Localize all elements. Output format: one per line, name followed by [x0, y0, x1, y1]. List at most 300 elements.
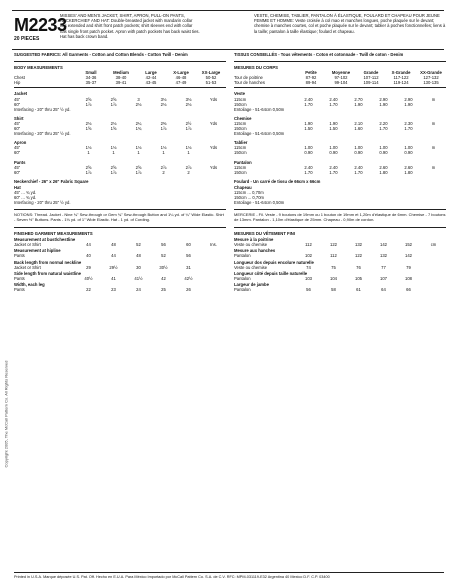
- cell: 1.70: [329, 101, 338, 107]
- cell: 107-112: [363, 75, 379, 81]
- cell: 1: [162, 150, 165, 156]
- cell: 1.70: [304, 169, 313, 175]
- size-label: Moyenne: [331, 70, 351, 76]
- cell: 1.80: [379, 169, 388, 175]
- cell: 2.40: [354, 164, 363, 170]
- size-label: XX-Large: [201, 70, 221, 76]
- cell: 44: [86, 242, 91, 248]
- row-label: Tour de poitrine: [234, 75, 263, 81]
- cell: 2.40: [329, 164, 338, 170]
- cell: 108: [405, 275, 412, 281]
- cell: [201, 170, 226, 175]
- cell: 41½: [134, 275, 143, 281]
- notions: MERCERIE - Fil. Veste - 9 boutons de 19mm ou 1 bouton de 19mm et 1,20m d'élastique de 6mm. Chemise - 7 boutons de 13mm. Pantalon - 1,10m d'élastique de 25mm. Chapeau - 0,90m de cordon.: [234, 212, 446, 223]
- cell: 1.00: [404, 145, 413, 151]
- cell: 1.90: [329, 120, 338, 126]
- cell: 99-104: [334, 80, 348, 86]
- description-english: MISSES' AND MEN'S JACKET, SHIRT, APRON, PULL-ON PANTS, NECKERCHIEF AND HAT: Double-breasted jacket with mandarin collar has extended and shirt front patch pockets; shirt sleeves end with collar has single front patch pocket. Apron with patch pockets has back waist ties. Hat has back crown band.: [60, 13, 200, 39]
- cell: 52: [136, 242, 141, 248]
- cell: 1⅞: [160, 126, 167, 132]
- cell: 41: [111, 275, 116, 281]
- cell: [421, 102, 446, 107]
- cell: 2⅛: [110, 120, 117, 126]
- cell: 56: [186, 253, 191, 259]
- row-label: 115cm: [234, 96, 247, 102]
- row-label: Jacket or Shirt: [14, 242, 41, 248]
- divider: [14, 209, 226, 210]
- cell: 64: [381, 287, 386, 292]
- cell: 50-52: [205, 75, 217, 81]
- body-title: MESURES DU CORPS: [234, 65, 278, 71]
- neckerchief-line: Neckerchief - 26" x 26" Fabric Square: [14, 178, 89, 184]
- cell: 1.50: [304, 126, 313, 132]
- cell: 2¼: [135, 120, 142, 126]
- cell: [421, 150, 446, 155]
- cell: 40½: [84, 275, 93, 281]
- cell: 2.10: [354, 120, 363, 126]
- cell: 104: [330, 275, 337, 281]
- fabric-section: [14, 91, 226, 111]
- cell: 2⅛: [135, 101, 142, 107]
- cell: 2⅝: [135, 164, 142, 170]
- row-label: Tour de hanches: [234, 80, 265, 86]
- cell: Yds: [209, 120, 218, 126]
- cell: 52: [161, 253, 166, 259]
- cell: 56: [306, 287, 311, 292]
- cell: m: [431, 120, 436, 126]
- row-label: 60": [14, 101, 21, 107]
- finished-subhead: Mesure aux hanches: [234, 248, 276, 254]
- divider: [14, 87, 226, 88]
- cell: [201, 150, 226, 155]
- cell: 112: [305, 242, 312, 248]
- cell: 122: [330, 242, 337, 248]
- row-label: 150cm: [234, 169, 247, 175]
- cell: Ins.: [210, 242, 217, 248]
- description-french: VESTE, CHEMISE, TABLIER, PANTALON À ÉLASTIQUE, FOULARD ET CHAPEAU POUR JEUNE FEMME ET HOMME: Veste croisée à col mao et manches longues, poche plaquée sur le devant; chemise à manches courtes, col et poche plaquée sur le devant; tablier à poches fonctionnelles; liens à la taille; pantalon à taille élastique; foulard et chapeau.: [254, 13, 446, 34]
- row-label: 60": [14, 169, 21, 175]
- cell: 1⅛: [135, 145, 142, 151]
- cell: 89-94: [305, 80, 317, 86]
- table-row: [14, 287, 226, 292]
- cell: 1.00: [354, 145, 363, 151]
- row-label: 45": [14, 120, 21, 126]
- fabric-section: [14, 116, 226, 136]
- cell: 1.80: [404, 169, 413, 175]
- cell: 2.60: [379, 164, 388, 170]
- notions: NOTIONS: Thread. Jacket - Nine ¾" Sew-through or Gem ¾" Sew-through Button and 1¼ yd. of ¼" Wide Elastic. Shirt - Seven ½" Buttons. Pants - 1⅛ yd. of 1" Wide Elastic. Hat - 1 yd. of Cording.: [14, 212, 224, 223]
- english-column: [14, 52, 226, 292]
- cell: 1⅞: [85, 169, 92, 175]
- cell: 142: [405, 253, 412, 259]
- table-row: [234, 102, 446, 107]
- cell: 2: [187, 169, 190, 175]
- finished-subhead: Largeur de jambe: [234, 281, 269, 287]
- cell: 74: [306, 264, 311, 270]
- cell: 66: [406, 287, 411, 292]
- divider: [14, 61, 226, 62]
- cell: m: [431, 96, 436, 102]
- cell: 48: [136, 253, 141, 259]
- table-row: [14, 253, 226, 258]
- cell: m: [431, 145, 436, 151]
- cell: 117-122: [393, 75, 409, 81]
- cell: 39-41: [115, 80, 127, 86]
- cell: 1.50: [329, 126, 338, 132]
- table-row: [234, 287, 446, 292]
- row-label: 115cm: [234, 120, 247, 126]
- table-row: [14, 265, 226, 270]
- cell: 1.90: [404, 101, 413, 107]
- cell: [421, 287, 446, 292]
- cell: 76: [356, 264, 361, 270]
- cell: [201, 253, 226, 258]
- cell: 103: [305, 275, 312, 281]
- cell: 2⅛: [85, 120, 92, 126]
- cell: 2.70: [354, 96, 363, 102]
- row-label: 115cm: [234, 164, 247, 170]
- row-label: 45": [14, 164, 21, 170]
- row-label: Pantalon: [234, 275, 251, 281]
- cell: 34-36: [85, 75, 97, 81]
- cell: 1⅞: [135, 169, 142, 175]
- cell: 29½: [109, 264, 118, 270]
- cell: 1.70: [379, 126, 388, 132]
- cell: 77: [381, 264, 386, 270]
- fabric-section: [234, 160, 446, 175]
- cell: 1.70: [354, 169, 363, 175]
- size-label: Large: [145, 70, 157, 76]
- cell: 1¾: [135, 126, 142, 132]
- cell: 2.30: [404, 120, 413, 126]
- cell: 1⅛: [85, 145, 92, 151]
- header: [12, 10, 444, 50]
- cell: 3⅛: [160, 96, 167, 102]
- cell: [201, 126, 226, 131]
- row-label: Hip: [14, 80, 21, 86]
- cell: 2.60: [404, 164, 413, 170]
- row-label: 150cm: [234, 101, 247, 107]
- cell: cm: [430, 242, 437, 248]
- cell: [421, 265, 446, 270]
- french-column: [234, 52, 446, 292]
- cell: 97-102: [334, 75, 348, 81]
- table-row: [14, 276, 226, 281]
- cell: 1.70: [304, 101, 313, 107]
- cell: 2.90: [404, 96, 413, 102]
- cell: 1.70: [404, 126, 413, 132]
- section-title: Chemise: [234, 115, 252, 121]
- table-row: [234, 242, 446, 247]
- copyright-side: [1, 120, 11, 580]
- section-title: Veste: [234, 91, 245, 97]
- copyright-text: Copyright 2005, The McCall Pattern Co. All Rights Reserved: [3, 360, 9, 468]
- cell: 1⅛: [160, 145, 167, 151]
- hat-note: Entoilage - 51-64cm 0,50m: [234, 200, 285, 206]
- finished-subhead: Side length from natural waistline: [14, 270, 82, 276]
- table-row: [234, 170, 446, 175]
- cell: 127-132: [423, 75, 439, 81]
- table-row: [234, 265, 446, 270]
- table-row: [14, 80, 226, 85]
- row-label: 45": [14, 96, 21, 102]
- table-row: [14, 150, 226, 155]
- cell: 38-40: [115, 75, 127, 81]
- cell: 1⅝: [110, 126, 117, 132]
- cell: 2.90: [379, 96, 388, 102]
- cell: 40: [86, 253, 91, 259]
- fabric-section: [234, 116, 446, 136]
- row-label: 60": [14, 150, 21, 156]
- cell: [201, 276, 226, 281]
- cell: 109-114: [363, 80, 379, 86]
- row-label: Pants: [14, 287, 25, 292]
- hat-row: 115cm ... 0,70m: [234, 189, 264, 195]
- size-label: Petite: [305, 70, 317, 76]
- hat-title: Hat: [14, 184, 21, 190]
- cell: 2: [162, 169, 165, 175]
- cell: 2⅝: [110, 164, 117, 170]
- cell: 2⅝: [85, 164, 92, 170]
- size-label: XX-Grande: [420, 70, 442, 76]
- row-label: Pants: [14, 253, 25, 259]
- cell: 107: [380, 275, 387, 281]
- row-label: Jacket or Shirt: [14, 264, 41, 270]
- row-label: Veste ou chemise: [234, 264, 268, 270]
- pattern-number: M2233: [14, 15, 67, 35]
- cell: 1: [112, 150, 115, 156]
- cell: Yds: [209, 96, 218, 102]
- cell: 1.90: [379, 101, 388, 107]
- hat-row: 45" ... ¾ yd.: [14, 189, 37, 195]
- cell: 1: [187, 150, 190, 156]
- cell: [201, 102, 226, 107]
- cell: 2⅞: [160, 164, 167, 170]
- cell: 2⅝: [85, 96, 92, 102]
- row-label: Pantalon: [234, 253, 251, 259]
- cell: 29: [86, 264, 91, 270]
- cell: 47-49: [175, 80, 187, 86]
- cell: 130-135: [423, 80, 439, 86]
- cell: 23: [111, 287, 116, 292]
- row-label: 60": [14, 126, 21, 132]
- size-label: Small: [85, 70, 97, 76]
- cell: 26: [186, 287, 191, 292]
- fabric-section: [234, 140, 446, 155]
- cell: 60: [186, 242, 191, 248]
- section-title: Jacket: [14, 91, 28, 97]
- cell: 42: [161, 275, 166, 281]
- section-note: Entoilage - 51-64cm 0,50m: [234, 131, 285, 137]
- cell: 2⅛: [185, 101, 192, 107]
- cell: Yds: [209, 164, 218, 170]
- cell: 122: [355, 253, 362, 259]
- cell: 2½: [185, 120, 192, 126]
- cell: 75: [331, 264, 336, 270]
- section-note: Interfacing - 20" thru 25" ½ yd.: [14, 131, 71, 137]
- section-note: Interfacing - 20" thru 25" ½ yd.: [14, 106, 71, 112]
- cell: 2⅞: [185, 164, 192, 170]
- cell: 1⅛: [110, 145, 117, 151]
- cell: 119-124: [393, 80, 409, 86]
- finished-subhead: Measurement at hipline: [14, 248, 61, 254]
- cell: 30: [136, 264, 141, 270]
- cell: 2.40: [304, 164, 313, 170]
- cell: 1.70: [329, 169, 338, 175]
- divider: [14, 227, 226, 228]
- cell: 2⅝: [110, 96, 117, 102]
- cell: 79: [406, 264, 411, 270]
- divider: [234, 209, 446, 210]
- cell: 48: [111, 242, 116, 248]
- cell: 1⅝: [85, 126, 92, 132]
- fabrics-title: TISSUS CONSEILLÉS - Tous vêtements - Coton et cotonnade - Twill de coton - Denim: [234, 52, 404, 57]
- section-title: Apron: [14, 140, 27, 146]
- cell: [201, 287, 226, 292]
- cell: 30½: [159, 264, 168, 270]
- section-title: Shirt: [14, 115, 24, 121]
- cell: 132: [355, 242, 362, 248]
- finished-title: MESURES DU VÊTEMENT FINI: [234, 231, 295, 237]
- cell: 35-37: [85, 80, 97, 86]
- finished-subhead: Width, each leg: [14, 281, 45, 287]
- neckerchief-line: Foulard - Un carré de tissu de 66cm x 66cm: [234, 178, 321, 184]
- divider: [234, 87, 446, 88]
- row-label: Pantalon: [234, 287, 251, 292]
- cell: Yds: [209, 145, 218, 151]
- finished-subhead: Mesure à la poitrine: [234, 237, 274, 243]
- fabric-section: [234, 91, 446, 111]
- size-label: X-Grande: [391, 70, 411, 76]
- cell: [421, 276, 446, 281]
- cell: 22: [86, 287, 91, 292]
- section-note: Entoilage - 51-64cm 0,50m: [234, 106, 285, 112]
- cell: 1.90: [304, 120, 313, 126]
- cell: 1.60: [354, 126, 363, 132]
- hat-note: Interfacing - 20" thru 25" ½ yd.: [14, 200, 71, 206]
- row-label: 115cm: [234, 145, 247, 151]
- cell: 2.40: [304, 96, 313, 102]
- row-label: Chest: [14, 75, 25, 81]
- size-label: Grande: [363, 70, 379, 76]
- cell: 58: [331, 287, 336, 292]
- finished-subhead: Back length from normal neckline: [14, 259, 82, 265]
- cell: 1⅞: [85, 101, 92, 107]
- cell: 1⅞: [110, 169, 117, 175]
- cell: 24: [136, 287, 141, 292]
- cell: 42-44: [145, 75, 157, 81]
- cell: 2⅛: [160, 101, 167, 107]
- cell: 1: [137, 150, 140, 156]
- row-label: 150cm: [234, 126, 247, 132]
- cell: 61: [356, 287, 361, 292]
- hat-title: Chapeau: [234, 184, 252, 190]
- section-title: Tablier: [234, 140, 248, 146]
- cell: 0.90: [404, 150, 413, 156]
- cell: 142: [380, 242, 387, 248]
- body-title: BODY MEASUREMENTS: [14, 65, 63, 71]
- cell: 1.00: [379, 145, 388, 151]
- table-row: [234, 276, 446, 281]
- cell: 105: [355, 275, 362, 281]
- cell: 44: [111, 253, 116, 259]
- cell: 31: [186, 264, 191, 270]
- table-row: [14, 102, 226, 107]
- size-label: X-Large: [173, 70, 189, 76]
- pieces-count: 20 PIECES: [14, 36, 40, 42]
- cell: 3⅛: [185, 96, 192, 102]
- finished-title: FINISHED GARMENT MEASUREMENTS: [14, 231, 93, 237]
- cell: 1⅞: [110, 101, 117, 107]
- cell: 2.40: [329, 96, 338, 102]
- cell: [201, 265, 226, 270]
- cell: 0.90: [379, 150, 388, 156]
- cell: 1⅞: [185, 126, 192, 132]
- cell: 43-45: [145, 80, 157, 86]
- section-title: Pants: [14, 159, 26, 165]
- row-label: Pants: [14, 275, 25, 281]
- section-title: Pantalon: [234, 159, 252, 165]
- cell: 102: [305, 253, 312, 259]
- hat-row: 150cm ... 0,70m: [234, 195, 265, 201]
- footer-imprint: Printed in U.S.A. Marque déposée U.S. Pat. Off. Hecho en E.U.A. Para México Importado por McCall Pattern Co. S.A. de C.V. RFC: MPM-031119-E32 Argentina 40 Mexico D.F. C.P. 03400: [14, 572, 444, 579]
- cell: 56: [161, 242, 166, 248]
- cell: 1.00: [304, 145, 313, 151]
- cell: 1.90: [354, 101, 363, 107]
- cell: [421, 253, 446, 258]
- cell: 1⅛: [185, 145, 192, 151]
- cell: 0.90: [329, 150, 338, 156]
- size-label: Medium: [113, 70, 129, 76]
- hat-row: 60" ... ¾ yd.: [14, 195, 37, 201]
- cell: m: [431, 164, 436, 170]
- cell: 0.90: [354, 150, 363, 156]
- cell: 3: [137, 96, 140, 102]
- cell: [421, 170, 446, 175]
- cell: 2⅜: [160, 120, 167, 126]
- finished-subhead: Longueur côté depuis taille naturelle: [234, 270, 308, 276]
- cell: 1.00: [329, 145, 338, 151]
- cell: 1: [87, 150, 90, 156]
- table-row: [14, 170, 226, 175]
- cell: 46-48: [175, 75, 187, 81]
- cell: 51-53: [205, 80, 217, 86]
- cell: 42½: [184, 275, 193, 281]
- finished-subhead: Longueur dos depuis encolure naturelle: [234, 259, 314, 265]
- cell: 87-92: [305, 75, 317, 81]
- row-label: Veste ou chemise: [234, 242, 268, 248]
- divider: [234, 227, 446, 228]
- cell: 152: [405, 242, 412, 248]
- fabrics-title: SUGGESTED FABRICS: All Garments - Cotton and Cotton Blends - Cotton Twill - Denim: [14, 52, 188, 57]
- divider: [234, 61, 446, 62]
- row-label: 150cm: [234, 150, 247, 156]
- cell: 0.90: [304, 150, 313, 156]
- cell: 112: [330, 253, 337, 259]
- table-row: [14, 242, 226, 247]
- fabric-section: [14, 140, 226, 155]
- table-row: [234, 253, 446, 258]
- cell: 2.20: [379, 120, 388, 126]
- table-row: [234, 80, 446, 85]
- cell: 25: [161, 287, 166, 292]
- fabric-section: [14, 160, 226, 175]
- cell: 132: [380, 253, 387, 259]
- cell: [421, 126, 446, 131]
- table-row: [234, 150, 446, 155]
- row-label: 45": [14, 145, 21, 151]
- finished-subhead: Measurement at bust/chestline: [14, 237, 76, 243]
